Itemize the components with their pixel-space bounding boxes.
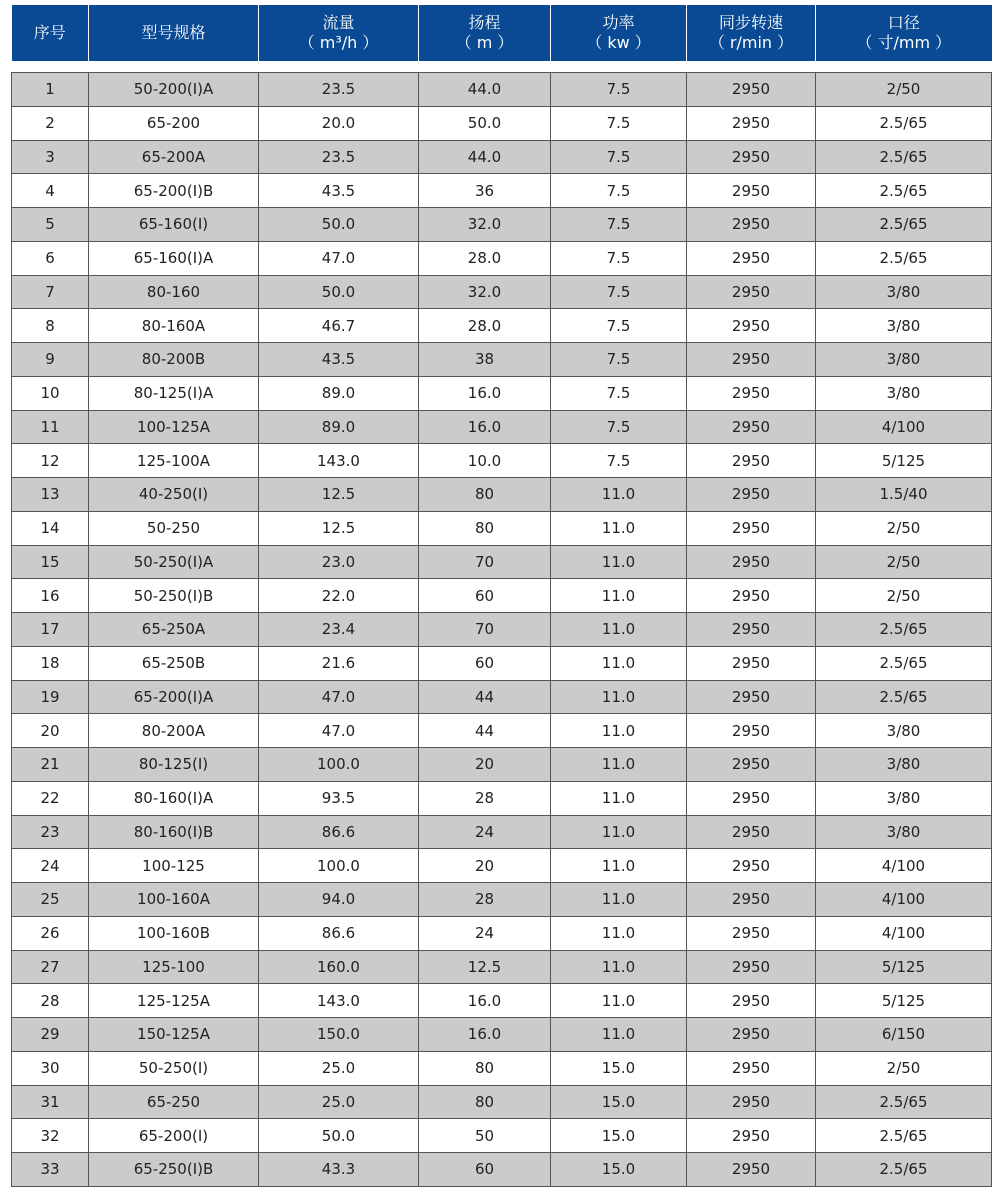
- cell-head: 24: [419, 916, 551, 950]
- header-speed-label: 同步转速: [718, 13, 783, 32]
- cell-head: 20: [419, 748, 551, 782]
- cell-model: 100-125A: [89, 410, 259, 444]
- table-row: [12, 275, 992, 309]
- cell-model: 65-250B: [89, 646, 259, 680]
- cell-flow: 22.0: [259, 579, 419, 613]
- cell-seq: 6: [12, 241, 89, 275]
- table-row: [12, 579, 992, 613]
- cell-model: 50-250(I)B: [89, 579, 259, 613]
- cell-diameter: 2.5/65: [816, 140, 992, 174]
- cell-power: 11.0: [551, 984, 687, 1018]
- cell-diameter: 2.5/65: [816, 613, 992, 647]
- cell-diameter: 3/80: [816, 781, 992, 815]
- cell-diameter: 5/125: [816, 444, 992, 478]
- cell-head: 28.0: [419, 241, 551, 275]
- cell-power: 11.0: [551, 714, 687, 748]
- cell-diameter: 2/50: [816, 1051, 992, 1085]
- cell-head: 50: [419, 1119, 551, 1153]
- cell-flow: 94.0: [259, 883, 419, 917]
- cell-diameter: 2.5/65: [816, 106, 992, 140]
- cell-power: 15.0: [551, 1119, 687, 1153]
- cell-flow: 50.0: [259, 275, 419, 309]
- cell-seq: 4: [12, 174, 89, 208]
- cell-seq: 24: [12, 849, 89, 883]
- table-body: [12, 61, 992, 1186]
- table-row: [12, 1119, 992, 1153]
- cell-head: 16.0: [419, 410, 551, 444]
- header-spacer: [12, 61, 992, 73]
- cell-diameter: 3/80: [816, 714, 992, 748]
- cell-model: 65-200(I)B: [89, 174, 259, 208]
- cell-flow: 89.0: [259, 410, 419, 444]
- cell-diameter: 5/125: [816, 984, 992, 1018]
- cell-head: 28.0: [419, 309, 551, 343]
- cell-diameter: 3/80: [816, 343, 992, 377]
- cell-flow: 143.0: [259, 984, 419, 1018]
- table-row: [12, 883, 992, 917]
- cell-head: 80: [419, 1085, 551, 1119]
- cell-head: 32.0: [419, 208, 551, 242]
- cell-head: 60: [419, 646, 551, 680]
- cell-power: 11.0: [551, 680, 687, 714]
- cell-flow: 50.0: [259, 208, 419, 242]
- header-head-unit: （ m ）: [455, 33, 514, 52]
- cell-power: 7.5: [551, 174, 687, 208]
- cell-diameter: 3/80: [816, 309, 992, 343]
- table-row: [12, 646, 992, 680]
- cell-head: 44: [419, 680, 551, 714]
- cell-flow: 50.0: [259, 1119, 419, 1153]
- header-seq-label: 序号: [33, 23, 66, 42]
- table-row: [12, 916, 992, 950]
- cell-power: 7.5: [551, 343, 687, 377]
- cell-speed: 2950: [687, 815, 816, 849]
- cell-power: 7.5: [551, 444, 687, 478]
- cell-seq: 33: [12, 1153, 89, 1187]
- cell-seq: 14: [12, 511, 89, 545]
- table-row: [12, 208, 992, 242]
- cell-model: 80-160: [89, 275, 259, 309]
- cell-flow: 47.0: [259, 714, 419, 748]
- cell-speed: 2950: [687, 613, 816, 647]
- cell-seq: 1: [12, 73, 89, 107]
- cell-flow: 12.5: [259, 511, 419, 545]
- cell-model: 150-125A: [89, 1018, 259, 1052]
- cell-power: 11.0: [551, 916, 687, 950]
- cell-diameter: 4/100: [816, 849, 992, 883]
- cell-flow: 89.0: [259, 376, 419, 410]
- cell-head: 80: [419, 511, 551, 545]
- cell-model: 80-125(I): [89, 748, 259, 782]
- cell-speed: 2950: [687, 748, 816, 782]
- cell-speed: 2950: [687, 1018, 816, 1052]
- table-row: [12, 73, 992, 107]
- cell-flow: 23.5: [259, 140, 419, 174]
- header-diameter-unit: （ 寸/mm ）: [856, 33, 952, 52]
- spacer-cell: [12, 61, 992, 73]
- cell-diameter: 6/150: [816, 1018, 992, 1052]
- cell-flow: 43.3: [259, 1153, 419, 1187]
- cell-seq: 31: [12, 1085, 89, 1119]
- cell-head: 38: [419, 343, 551, 377]
- cell-speed: 2950: [687, 343, 816, 377]
- cell-diameter: 4/100: [816, 916, 992, 950]
- cell-head: 20: [419, 849, 551, 883]
- cell-flow: 46.7: [259, 309, 419, 343]
- cell-model: 65-200A: [89, 140, 259, 174]
- cell-flow: 25.0: [259, 1085, 419, 1119]
- cell-speed: 2950: [687, 444, 816, 478]
- cell-diameter: 2.5/65: [816, 1085, 992, 1119]
- cell-model: 50-250: [89, 511, 259, 545]
- cell-seq: 10: [12, 376, 89, 410]
- cell-power: 15.0: [551, 1051, 687, 1085]
- cell-speed: 2950: [687, 241, 816, 275]
- cell-flow: 12.5: [259, 478, 419, 512]
- header-head: [419, 5, 551, 61]
- cell-power: 11.0: [551, 781, 687, 815]
- cell-head: 80: [419, 478, 551, 512]
- cell-speed: 2950: [687, 1153, 816, 1187]
- cell-head: 80: [419, 1051, 551, 1085]
- cell-power: 11.0: [551, 478, 687, 512]
- cell-head: 60: [419, 1153, 551, 1187]
- cell-diameter: 3/80: [816, 275, 992, 309]
- table-row: [12, 376, 992, 410]
- cell-flow: 43.5: [259, 343, 419, 377]
- cell-seq: 21: [12, 748, 89, 782]
- table-row: [12, 343, 992, 377]
- cell-power: 11.0: [551, 950, 687, 984]
- table-row: [12, 613, 992, 647]
- cell-head: 60: [419, 579, 551, 613]
- header-model-label: 型号规格: [141, 23, 206, 42]
- header-row: [12, 5, 992, 61]
- cell-power: 7.5: [551, 140, 687, 174]
- cell-head: 32.0: [419, 275, 551, 309]
- cell-head: 44.0: [419, 73, 551, 107]
- table-row: [12, 714, 992, 748]
- cell-seq: 17: [12, 613, 89, 647]
- cell-diameter: 3/80: [816, 376, 992, 410]
- cell-model: 50-250(I)A: [89, 545, 259, 579]
- table-row: [12, 511, 992, 545]
- cell-model: 80-160(I)B: [89, 815, 259, 849]
- cell-speed: 2950: [687, 106, 816, 140]
- cell-diameter: 2.5/65: [816, 241, 992, 275]
- table-row: [12, 545, 992, 579]
- cell-flow: 20.0: [259, 106, 419, 140]
- header-flow-unit: （ m³/h ）: [298, 33, 379, 52]
- cell-seq: 3: [12, 140, 89, 174]
- cell-head: 24: [419, 815, 551, 849]
- cell-speed: 2950: [687, 73, 816, 107]
- table-row: [12, 781, 992, 815]
- cell-head: 12.5: [419, 950, 551, 984]
- cell-model: 125-125A: [89, 984, 259, 1018]
- cell-model: 65-160(I)A: [89, 241, 259, 275]
- cell-seq: 32: [12, 1119, 89, 1153]
- cell-diameter: 2.5/65: [816, 680, 992, 714]
- header-speed-unit: （ r/min ）: [708, 33, 794, 52]
- cell-seq: 19: [12, 680, 89, 714]
- cell-model: 65-160(I): [89, 208, 259, 242]
- table-row: [12, 1018, 992, 1052]
- cell-speed: 2950: [687, 984, 816, 1018]
- cell-flow: 25.0: [259, 1051, 419, 1085]
- cell-flow: 43.5: [259, 174, 419, 208]
- cell-diameter: 1.5/40: [816, 478, 992, 512]
- cell-speed: 2950: [687, 478, 816, 512]
- cell-power: 7.5: [551, 376, 687, 410]
- cell-diameter: 3/80: [816, 748, 992, 782]
- cell-seq: 27: [12, 950, 89, 984]
- cell-diameter: 3/80: [816, 815, 992, 849]
- cell-diameter: 5/125: [816, 950, 992, 984]
- cell-diameter: 2/50: [816, 73, 992, 107]
- cell-seq: 25: [12, 883, 89, 917]
- cell-flow: 143.0: [259, 444, 419, 478]
- cell-head: 44.0: [419, 140, 551, 174]
- cell-flow: 47.0: [259, 241, 419, 275]
- cell-flow: 93.5: [259, 781, 419, 815]
- cell-speed: 2950: [687, 410, 816, 444]
- table-row: [12, 309, 992, 343]
- table-row: [12, 410, 992, 444]
- cell-model: 50-250(I): [89, 1051, 259, 1085]
- cell-model: 80-200A: [89, 714, 259, 748]
- cell-speed: 2950: [687, 883, 816, 917]
- cell-model: 100-160B: [89, 916, 259, 950]
- cell-seq: 20: [12, 714, 89, 748]
- cell-speed: 2950: [687, 781, 816, 815]
- cell-head: 10.0: [419, 444, 551, 478]
- cell-model: 65-200(I)A: [89, 680, 259, 714]
- cell-flow: 47.0: [259, 680, 419, 714]
- table-row: [12, 815, 992, 849]
- cell-seq: 18: [12, 646, 89, 680]
- cell-power: 7.5: [551, 241, 687, 275]
- cell-model: 65-250: [89, 1085, 259, 1119]
- cell-power: 7.5: [551, 275, 687, 309]
- cell-speed: 2950: [687, 174, 816, 208]
- header-speed: [687, 5, 816, 61]
- cell-power: 11.0: [551, 579, 687, 613]
- cell-speed: 2950: [687, 376, 816, 410]
- cell-model: 65-250A: [89, 613, 259, 647]
- cell-model: 80-160A: [89, 309, 259, 343]
- cell-model: 80-125(I)A: [89, 376, 259, 410]
- cell-seq: 26: [12, 916, 89, 950]
- cell-speed: 2950: [687, 680, 816, 714]
- cell-head: 16.0: [419, 1018, 551, 1052]
- table-row: [12, 1051, 992, 1085]
- cell-speed: 2950: [687, 208, 816, 242]
- cell-power: 11.0: [551, 1018, 687, 1052]
- table-row: [12, 140, 992, 174]
- cell-diameter: 2.5/65: [816, 1153, 992, 1187]
- cell-speed: 2950: [687, 579, 816, 613]
- table-row: [12, 950, 992, 984]
- cell-power: 11.0: [551, 511, 687, 545]
- table-row: [12, 849, 992, 883]
- cell-seq: 5: [12, 208, 89, 242]
- cell-head: 16.0: [419, 376, 551, 410]
- cell-seq: 2: [12, 106, 89, 140]
- header-flow-label: 流量: [322, 13, 355, 32]
- cell-diameter: 2.5/65: [816, 208, 992, 242]
- cell-model: 65-250(I)B: [89, 1153, 259, 1187]
- cell-power: 11.0: [551, 883, 687, 917]
- table-row: [12, 241, 992, 275]
- cell-speed: 2950: [687, 714, 816, 748]
- cell-speed: 2950: [687, 545, 816, 579]
- cell-power: 7.5: [551, 309, 687, 343]
- cell-seq: 30: [12, 1051, 89, 1085]
- cell-model: 40-250(I): [89, 478, 259, 512]
- cell-model: 125-100: [89, 950, 259, 984]
- cell-flow: 23.0: [259, 545, 419, 579]
- cell-power: 7.5: [551, 410, 687, 444]
- pump-spec-table: [11, 5, 992, 1187]
- cell-speed: 2950: [687, 849, 816, 883]
- table-row: [12, 106, 992, 140]
- cell-seq: 15: [12, 545, 89, 579]
- table-row: [12, 444, 992, 478]
- cell-model: 80-160(I)A: [89, 781, 259, 815]
- cell-power: 11.0: [551, 815, 687, 849]
- cell-flow: 100.0: [259, 748, 419, 782]
- table-row: [12, 984, 992, 1018]
- cell-speed: 2950: [687, 646, 816, 680]
- header-flow: [259, 5, 419, 61]
- cell-flow: 23.5: [259, 73, 419, 107]
- cell-power: 11.0: [551, 545, 687, 579]
- cell-seq: 7: [12, 275, 89, 309]
- cell-head: 36: [419, 174, 551, 208]
- cell-head: 50.0: [419, 106, 551, 140]
- header-power: [551, 5, 687, 61]
- cell-diameter: 2.5/65: [816, 1119, 992, 1153]
- table-row: [12, 1085, 992, 1119]
- cell-model: 65-200(I): [89, 1119, 259, 1153]
- header-power-label: 功率: [602, 13, 635, 32]
- table-row: [12, 174, 992, 208]
- cell-power: 15.0: [551, 1085, 687, 1119]
- cell-power: 7.5: [551, 106, 687, 140]
- cell-speed: 2950: [687, 1119, 816, 1153]
- header-diameter: [816, 5, 992, 61]
- cell-power: 7.5: [551, 73, 687, 107]
- cell-model: 100-160A: [89, 883, 259, 917]
- cell-head: 44: [419, 714, 551, 748]
- cell-seq: 22: [12, 781, 89, 815]
- table-row: [12, 680, 992, 714]
- cell-head: 70: [419, 613, 551, 647]
- cell-speed: 2950: [687, 1085, 816, 1119]
- cell-diameter: 2/50: [816, 579, 992, 613]
- cell-seq: 13: [12, 478, 89, 512]
- cell-speed: 2950: [687, 1051, 816, 1085]
- cell-flow: 21.6: [259, 646, 419, 680]
- table-header: [12, 5, 992, 61]
- cell-seq: 9: [12, 343, 89, 377]
- header-power-unit: （ kw ）: [586, 33, 651, 52]
- cell-seq: 29: [12, 1018, 89, 1052]
- cell-speed: 2950: [687, 511, 816, 545]
- cell-power: 15.0: [551, 1153, 687, 1187]
- cell-model: 65-200: [89, 106, 259, 140]
- cell-speed: 2950: [687, 140, 816, 174]
- cell-diameter: 2.5/65: [816, 174, 992, 208]
- header-model: [89, 5, 259, 61]
- cell-seq: 11: [12, 410, 89, 444]
- cell-power: 11.0: [551, 613, 687, 647]
- cell-diameter: 2/50: [816, 545, 992, 579]
- cell-seq: 16: [12, 579, 89, 613]
- header-diameter-label: 口径: [887, 13, 920, 32]
- cell-flow: 160.0: [259, 950, 419, 984]
- cell-flow: 100.0: [259, 849, 419, 883]
- cell-power: 11.0: [551, 646, 687, 680]
- cell-power: 7.5: [551, 208, 687, 242]
- cell-head: 28: [419, 883, 551, 917]
- cell-model: 125-100A: [89, 444, 259, 478]
- cell-seq: 23: [12, 815, 89, 849]
- cell-diameter: 2.5/65: [816, 646, 992, 680]
- cell-head: 28: [419, 781, 551, 815]
- cell-head: 70: [419, 545, 551, 579]
- table-row: [12, 478, 992, 512]
- table-row: [12, 748, 992, 782]
- cell-model: 100-125: [89, 849, 259, 883]
- cell-speed: 2950: [687, 275, 816, 309]
- cell-seq: 8: [12, 309, 89, 343]
- cell-flow: 86.6: [259, 916, 419, 950]
- cell-model: 50-200(I)A: [89, 73, 259, 107]
- header-seq: [12, 5, 89, 61]
- cell-speed: 2950: [687, 309, 816, 343]
- cell-diameter: 2/50: [816, 511, 992, 545]
- cell-flow: 86.6: [259, 815, 419, 849]
- cell-seq: 28: [12, 984, 89, 1018]
- cell-diameter: 4/100: [816, 410, 992, 444]
- cell-flow: 23.4: [259, 613, 419, 647]
- cell-speed: 2950: [687, 950, 816, 984]
- cell-seq: 12: [12, 444, 89, 478]
- cell-speed: 2950: [687, 916, 816, 950]
- cell-model: 80-200B: [89, 343, 259, 377]
- cell-head: 16.0: [419, 984, 551, 1018]
- cell-power: 11.0: [551, 849, 687, 883]
- table-row: [12, 1153, 992, 1187]
- cell-power: 11.0: [551, 748, 687, 782]
- header-head-label: 扬程: [468, 13, 501, 32]
- cell-flow: 150.0: [259, 1018, 419, 1052]
- cell-diameter: 4/100: [816, 883, 992, 917]
